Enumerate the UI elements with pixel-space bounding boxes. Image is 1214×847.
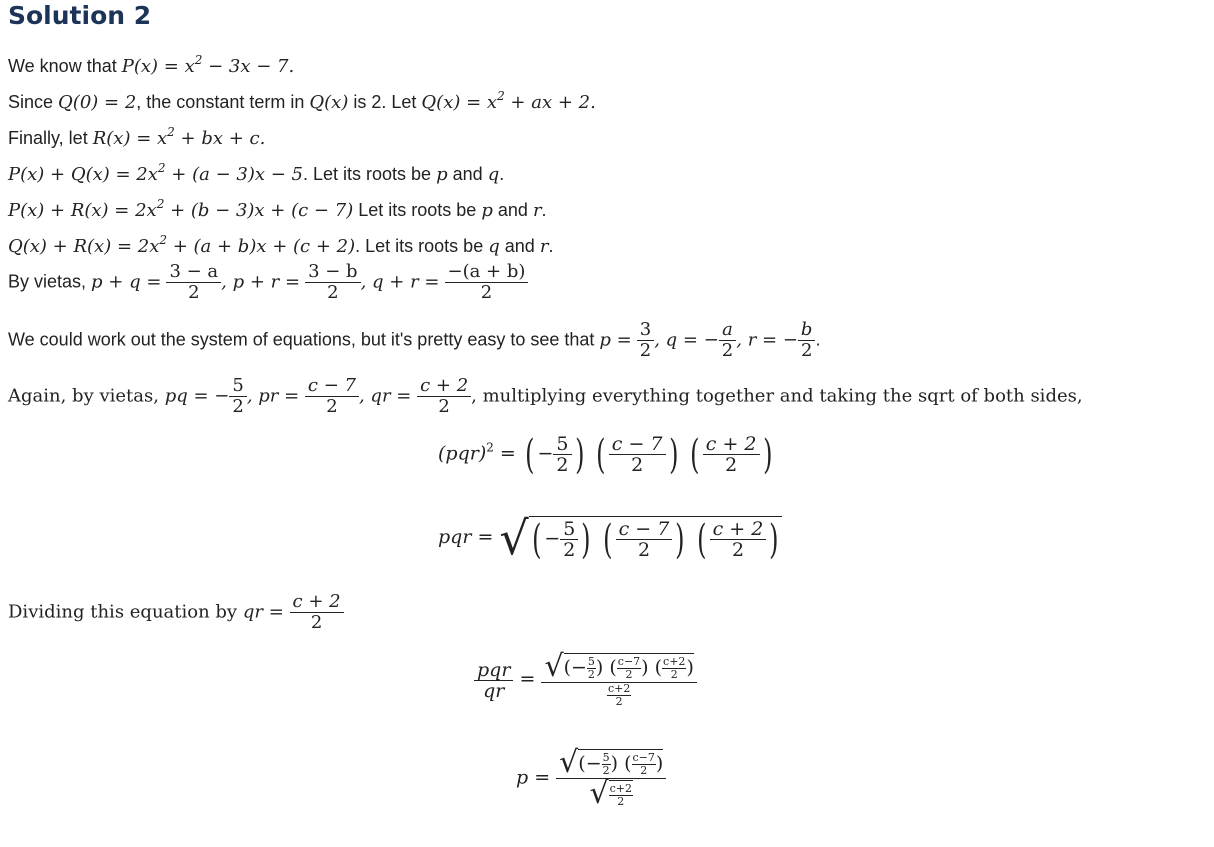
line-6-root-r: r: [539, 236, 549, 257]
again-pq: pq = −: [164, 385, 230, 407]
line-5: $P(x) + R(x) = 2x^2 + (b - 3)x + (c - 7)$ Let its roots be p and r.: [8, 197, 547, 221]
system-text: We could work out the system of equations, but it's pretty easy to see that: [8, 329, 595, 350]
vietas-fraction-1: $\frac{3 - a}{2}$: [166, 262, 221, 303]
again-fraction-2: $\frac{c - 7}{2}$: [305, 376, 359, 417]
system-fraction-r: $\frac{b}{2}$: [798, 320, 816, 361]
line-5-text: Let its roots be: [358, 200, 477, 220]
line-5-and: and: [497, 200, 528, 220]
again-line: [8, 376, 1083, 417]
line-4-and: and: [452, 164, 483, 184]
line-2-text-mid: , the constant term in: [136, 92, 305, 112]
line-6: $Q(x) + R(x) = 2x^2 + (a + b)x + (c + 2)$. Let its roots be q and r.: [8, 233, 554, 257]
dividing-qr: qr =: [242, 601, 284, 623]
vietas-text: By vietas,: [8, 271, 87, 292]
system-line: We could work out the system of equations, but it's pretty easy to see that p = $\frac{3}{2}$ , q = − $\frac{a}{2}$ , r = − $\frac{b}{2}$ .: [8, 319, 821, 361]
line-1-math: $P(x) = x^2 - 3x - 7$.: [121, 53, 295, 77]
line-5-root-p: p: [481, 200, 493, 221]
line-6-math: $Q(x) + R(x) = 2x^2 + (a + b)x + (c + 2)$: [8, 233, 356, 257]
line-3-text: Finally, let: [8, 128, 88, 148]
line-4-root-q: q: [487, 164, 500, 185]
vietas-sum-pr: , p + r =: [221, 271, 301, 293]
equation-p: p = √(− $\frac{5}{2}$ ) ( $\frac{c-7}{2}$ ) √ $\frac{c+2}{2}$: [516, 748, 666, 809]
vietas-fraction-2: $\frac{3 - b}{2}$: [305, 262, 361, 303]
again-fraction-3: $\frac{c + 2}{2}$: [417, 376, 471, 417]
again-text-post: , multiplying everything together and taking the sqrt of both sides,: [471, 385, 1083, 407]
line-2-math-qdef: $Q(x) = x^2$ + ax + 2.: [421, 89, 596, 113]
line-2-text-let: is 2. Let: [353, 92, 417, 112]
dividing-text: Dividing this equation by: [8, 601, 238, 623]
line-4: $P(x) + Q(x) = 2x^2 + (a - 3)x - 5$. Let its roots be p and q.: [8, 161, 505, 185]
line-5-root-r: r: [532, 200, 542, 221]
line-6-root-q: q: [488, 236, 500, 257]
system-q: , q = −: [654, 329, 719, 351]
line-4-math: $P(x) + Q(x) = 2x^2 + (a - 3)x - 5$: [8, 161, 303, 185]
solution-heading: Solution 2: [8, 1, 152, 30]
vietas-fraction-3: $\frac{-(a + b)}{2}$: [445, 262, 529, 303]
line-3: [8, 120, 265, 151]
vietas-sum-pq: p + q =: [91, 271, 162, 293]
dividing-line: [8, 592, 344, 633]
line-1-text: We know that: [8, 56, 117, 76]
again-text: Again, by vietas,: [8, 385, 159, 407]
line-4-root-p: p: [436, 164, 448, 185]
line-6-and: and: [504, 236, 535, 256]
vietas-sum-qr: , q + r =: [360, 271, 440, 293]
line-5-math: $P(x) + R(x) = 2x^2 + (b - 3)x + (c - 7)$: [8, 197, 354, 221]
system-r: , r = −: [736, 329, 798, 351]
system-fraction-q: $\frac{a}{2}$: [719, 320, 736, 361]
again-pr: , pr =: [246, 385, 300, 407]
equation-divided: $\frac{\text{pqr}}{qr}$ = √(− $\frac{5}{2}$ ) ( $\frac{c-7}{2}$ ) ( $\frac{c+2}{2}$ ) $\frac{c+2}{2}$: [474, 652, 697, 708]
line-2-math-q0: Q(0) = 2: [58, 92, 137, 113]
equation-squared: (pqr)$^2$ = ( − $\frac{5}{2}$ ) ( $\frac{c - 7}{2}$ ) ( $\frac{c + 2}{2}$ ): [438, 431, 773, 478]
line-6-text: . Let its roots be: [355, 236, 484, 256]
dividing-fraction: $\frac{c + 2}{2}$: [290, 592, 344, 633]
again-qr: , qr =: [358, 385, 412, 407]
again-fraction-1: $\frac{5}{2}$: [229, 376, 246, 417]
vietas-line: [8, 262, 528, 303]
line-3-math: $R(x) = x^2$ + bx + c.: [92, 125, 266, 149]
system-p: p =: [599, 329, 632, 351]
line-2: [8, 84, 596, 115]
line-2-math-qx: Q(x): [309, 92, 349, 113]
line-2-text: Since: [8, 92, 54, 112]
equation-sqrt: pqr = √( − $\frac{5}{2}$ ) ( $\frac{c - 7}{2}$ ) ( $\frac{c + 2}{2}$ ): [438, 515, 782, 561]
line-1: [8, 48, 294, 79]
line-4-text: . Let its roots be: [302, 164, 432, 184]
system-fraction-p: $\frac{3}{2}$: [637, 320, 654, 361]
